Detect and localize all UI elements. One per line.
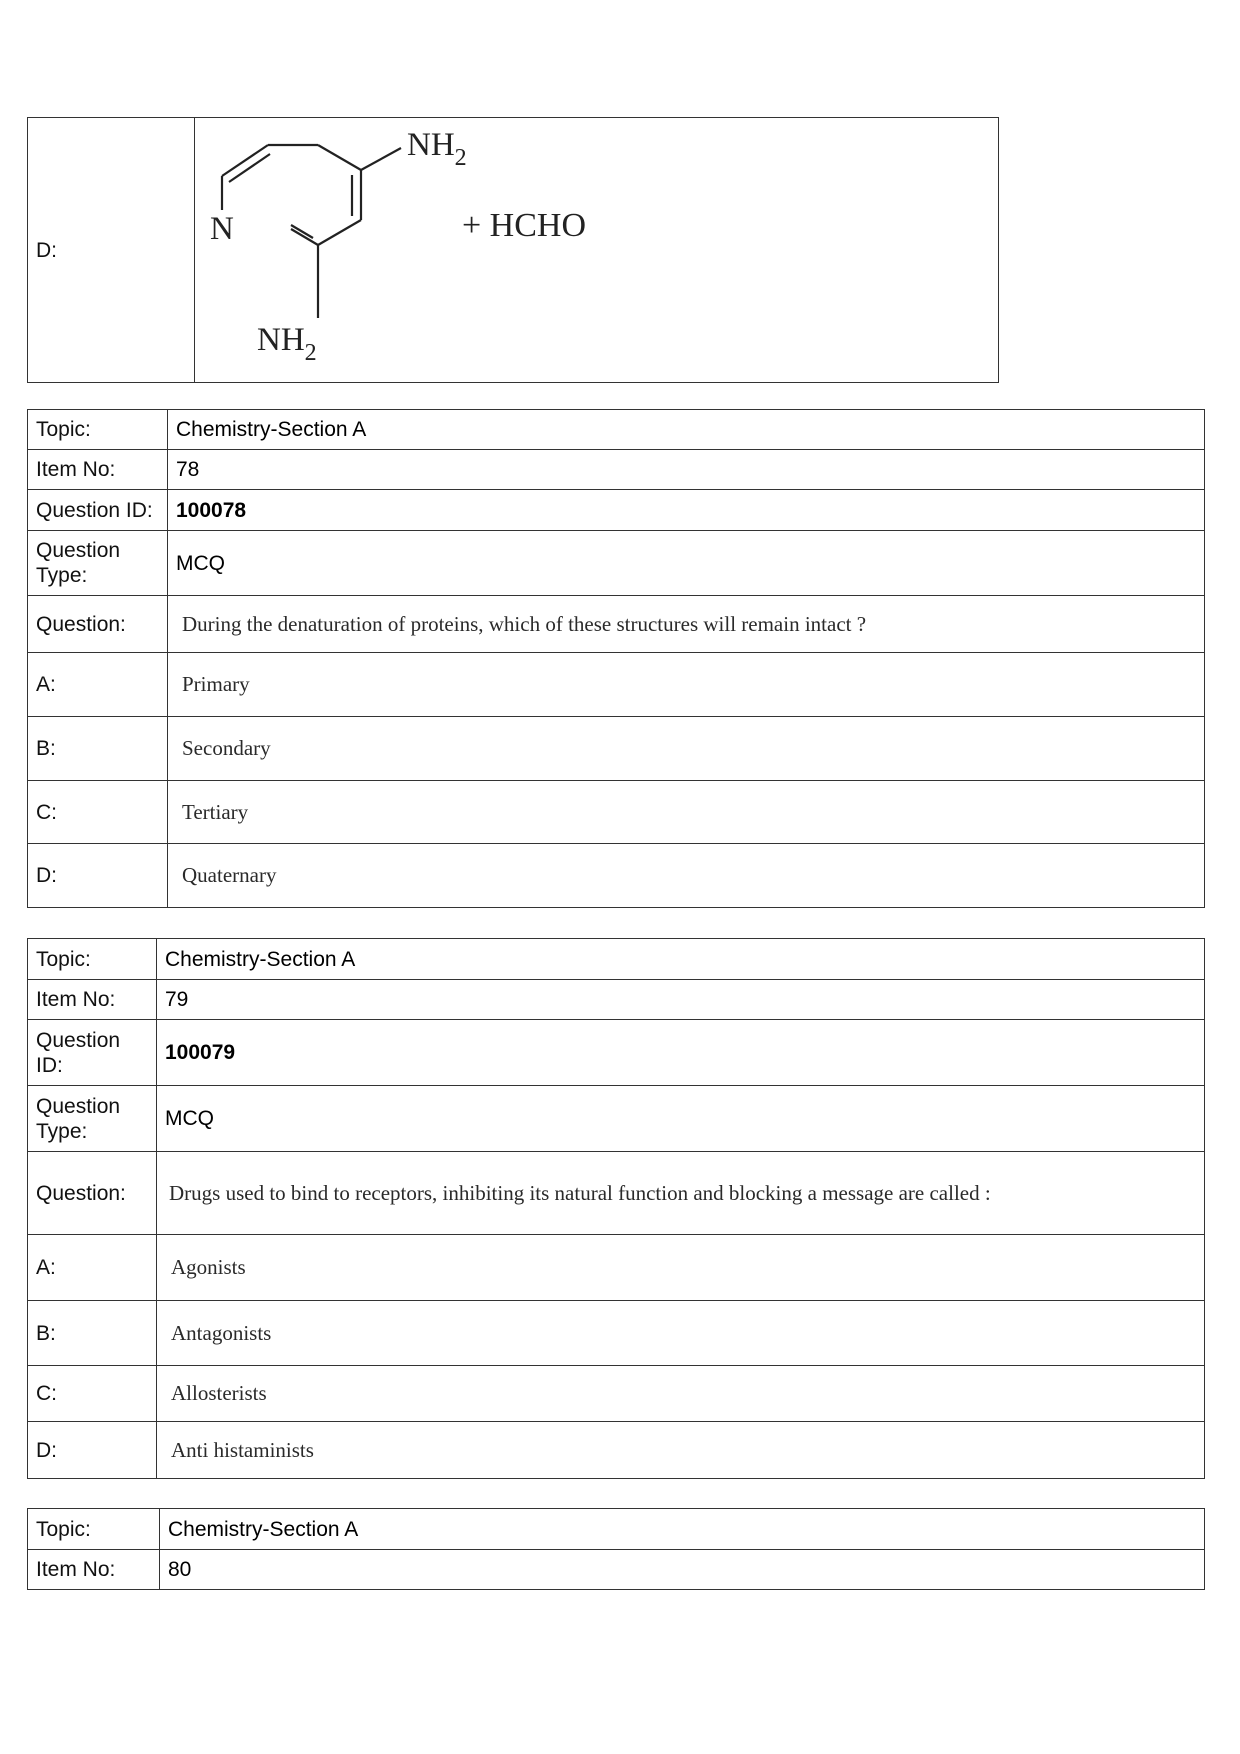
question-label: Question:: [28, 1152, 157, 1235]
option-b-label: B:: [28, 717, 168, 781]
topic-value: Chemistry-Section A: [160, 1509, 1205, 1550]
question-80-table: [27, 1508, 1205, 1590]
topic-label: Topic:: [28, 1509, 160, 1550]
question-78-table: [27, 409, 1205, 908]
question-79-table: [27, 938, 1205, 1479]
option-c-text: Allosterists: [157, 1366, 1205, 1422]
option-d-text: Anti histaminists: [157, 1422, 1205, 1479]
option-a-text: Primary: [168, 653, 1205, 717]
prev-question-option-table: [27, 117, 999, 383]
option-c-label: C:: [28, 1366, 157, 1422]
option-a-text: Agonists: [157, 1235, 1205, 1301]
question-id-label: Question ID:: [28, 1020, 157, 1086]
top-amino-group: $NH_2$: [407, 127, 467, 171]
question-label: Question:: [28, 596, 168, 653]
chemical-structure-image: [195, 118, 999, 383]
option-b-label: B:: [28, 1301, 157, 1366]
bottom-amino-group: $NH_2$: [257, 322, 317, 366]
question-id-value: 100078: [168, 490, 1205, 531]
question-type-label: Question Type:: [28, 531, 168, 596]
item-no-label: Item No:: [28, 450, 168, 490]
question-id-label: Question ID:: [28, 490, 168, 531]
item-no-value: 78: [168, 450, 1205, 490]
topic-label: Topic:: [28, 939, 157, 980]
option-d-text: Quaternary: [168, 844, 1205, 908]
option-d-label: D:: [28, 118, 195, 383]
option-c-label: C:: [28, 781, 168, 844]
hcho-reagent: + HCHO: [462, 207, 587, 244]
topic-label: Topic:: [28, 410, 168, 450]
option-a-label: A:: [28, 1235, 157, 1301]
topic-value: Chemistry-Section A: [168, 410, 1205, 450]
question-type-value: MCQ: [157, 1086, 1205, 1152]
question-id-value: 100079: [157, 1020, 1205, 1086]
option-d-label: D:: [28, 1422, 157, 1479]
question-text: Drugs used to bind to receptors, inhibiting its natural function and blocking a message are called :: [157, 1152, 1205, 1235]
option-c-text: Tertiary: [168, 781, 1205, 844]
topic-value: Chemistry-Section A: [157, 939, 1205, 980]
option-b-text: Antagonists: [157, 1301, 1205, 1366]
option-a-label: A:: [28, 653, 168, 717]
item-no-value: 79: [157, 980, 1205, 1020]
option-b-text: Secondary: [168, 717, 1205, 781]
question-type-label: Question Type:: [28, 1086, 157, 1152]
question-text: During the denaturation of proteins, which of these structures will remain intact ?: [168, 596, 1205, 653]
option-d-label: D:: [28, 844, 168, 908]
item-no-value: 80: [160, 1550, 1205, 1590]
pyridine-ring: [222, 145, 401, 318]
item-no-label: Item No:: [28, 1550, 160, 1590]
item-no-label: Item No:: [28, 980, 157, 1020]
question-type-value: MCQ: [168, 531, 1205, 596]
aminopyridine-structure: [195, 118, 999, 382]
ring-nitrogen: N: [210, 211, 234, 247]
